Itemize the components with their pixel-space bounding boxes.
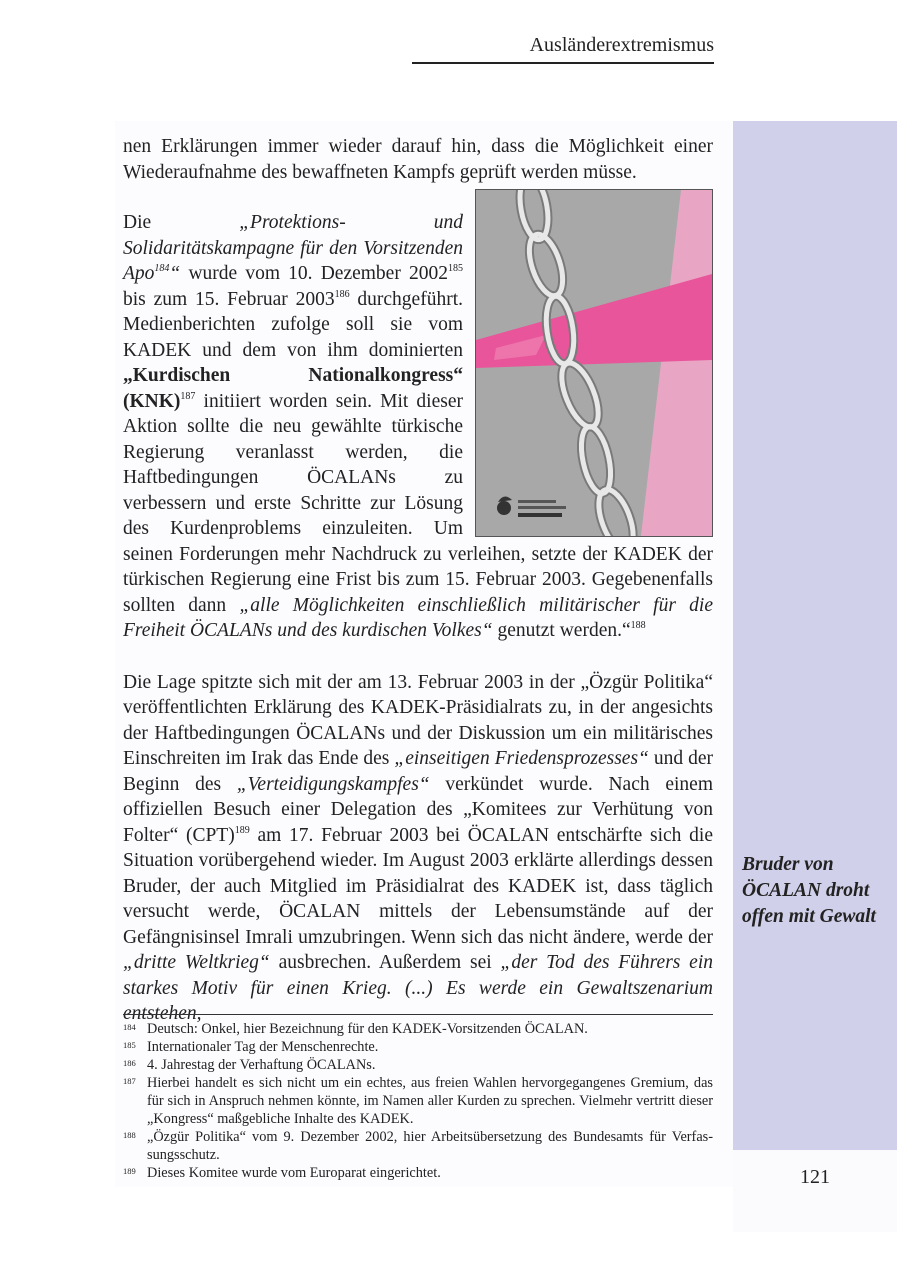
running-header: Ausländerextremismus <box>412 34 714 64</box>
footnote: 185 Internationaler Tag der Menschenrechte. <box>123 1039 379 1055</box>
footnote: 184 Deutsch: Onkel, hier Bezeichnung für den KADEK-Vorsitzenden ÖCALAN. <box>123 1021 588 1037</box>
paragraph-3: Die Lage spitzte sich mit der am 13. Februar 2003 in der „Özgür Politika“ veröffentlichten Erklärung des KADEK-Präsidialrats zu, in der angesichts der Haftbedingungen ÖCALANs und der Diskussion um ein militärisches Einschreiten im Irak das Ende des „einseitigen Friedensprozesses“ und der Beginn des „Verteidigungskampfes“ verkündet wurde. Nach einem offiziellen Besuch einer Delegation des „Komitees zur Verhütung von Folter“ (CPT)$^{189}$ am 17. Februar 2003 bei ÖCALAN entschärfte sich die Situation vorübergehend wieder. Im August 2003 erklärte allerdings dessen Bruder, der auch Mitglied im Präsidialrat des KADEK ist, dass täglich versucht werde, ÖCALAN mittels der Lebensumstände auf der Gefängnisinsel Imrali umzubringen. Wenn sich das nicht ändere, werde der „dritte Weltkrieg“ ausbrechen. Außerdem sei „der Tod des Führers ein starkes Motiv für einen Krieg. (...) Es werde ein Gewaltszenarium entstehen, <box>123 671 714 1024</box>
footnote: 187 Hierbei handelt es sich nicht um ein echtes, aus freien Wahlen hervorgegangenes Gremium, das für sich in Anspruch nehmen könnte, im Namen aller Kurden zu sprechen. Vielmehr vertritt dieser „Kongress“ maßgebliche Inhalte des KADEK. <box>123 1075 713 1127</box>
main-text <box>123 134 713 1027</box>
knk-term: „Kurdischen Nationalkongress“ (KNK) <box>123 365 463 412</box>
paragraph-2: Die „Protektions- und Solidaritätskampagne für den Vorsitzenden Apo$^{184}$“ wurde vom 10. Dezember 2002$^{185}$ bis zum 15. Februar 2003$^{186}$ durchgeführt. Medienberichten zufolge soll sie vom KADEK und dem von ihm dominierten „Kurdischen Nationalkongress“ (KNK)$^{187}$ initiiert worden sein. Mit dieser Aktion sollte die neu gewählte türkische Regierung veranlasst werden, die Haftbedingungen ÖCALANs zu verbessern und erste Schritte zur Lösung des Kurdenproblems einzuleiten. Um seinen Forderungen mehr Nachdruck zu verleihen, setzte der KADEK der türkischen Regierung eine Frist bis zum 15. Februar 2003. Gegebenenfalls sollten dann „alle Möglichkeiten einschließlich militärischer für die Freiheit ÖCALANs und des kurdischen Volkes“ genutzt werden.“$^{188}$ <box>123 212 713 641</box>
quote-verteidigungskampf: „Verteidigungskampfes“ <box>236 773 430 795</box>
page-number: 121 <box>800 1166 830 1188</box>
sidebar-footer-area <box>733 1150 897 1232</box>
footnote-ref-184: 184 <box>154 263 170 274</box>
footnote-ref-187: 187 <box>180 390 196 402</box>
chain-poster-graphic <box>476 190 712 536</box>
footnote: 186 4. Jahrestag der Verhaftung ÖCALANs. <box>123 1057 376 1073</box>
footnote: 188 „Özgür Politika“ vom 9. Dezember 2002, hier Arbeitsübersetzung des Bundesamts für Verfassungsschutz. <box>123 1129 713 1163</box>
margin-note: Bruder von ÖCALAN droht offen mit Gewalt <box>742 854 876 927</box>
quote-weltkrieg: „dritte Weltkrieg“ <box>123 952 270 973</box>
footnotes <box>123 1014 713 1182</box>
campaign-quote: „Protektions- und Solidaritätskampagne für den Vorsitzenden Apo <box>123 212 463 284</box>
margin-sidebar <box>733 121 897 1150</box>
chain-poster-image <box>475 189 713 537</box>
footnote-ref-189: 189 <box>234 824 250 836</box>
footnote-ref-186: 186 <box>334 288 350 300</box>
footnote-ref-185: 185 <box>448 263 463 274</box>
paragraph-1: nen Erklärungen immer wieder darauf hin, dass die Möglichkeit einer Wiederaufnahme des bewaffneten Kampfs geprüft werden müsse. <box>123 136 713 183</box>
quote-friedensprozess: „einseitigen Friedensprozesses“ <box>394 748 649 769</box>
footnote-ref-188: 188 <box>630 620 646 631</box>
quote-alle-moeglichkeiten: „alle Möglichkeiten einschließlich militärischer für die Freiheit ÖCALANs und des kurdischen Volkes“ <box>123 594 713 641</box>
footnote: 189 Dieses Komitee wurde vom Europarat eingerichtet. <box>123 1165 441 1181</box>
quote-tod-des-fuehrers: „der Tod des Führers ein starkes Motiv für einen Krieg. (...) Es werde ein Gewaltszenarium entstehen, <box>123 952 714 1024</box>
